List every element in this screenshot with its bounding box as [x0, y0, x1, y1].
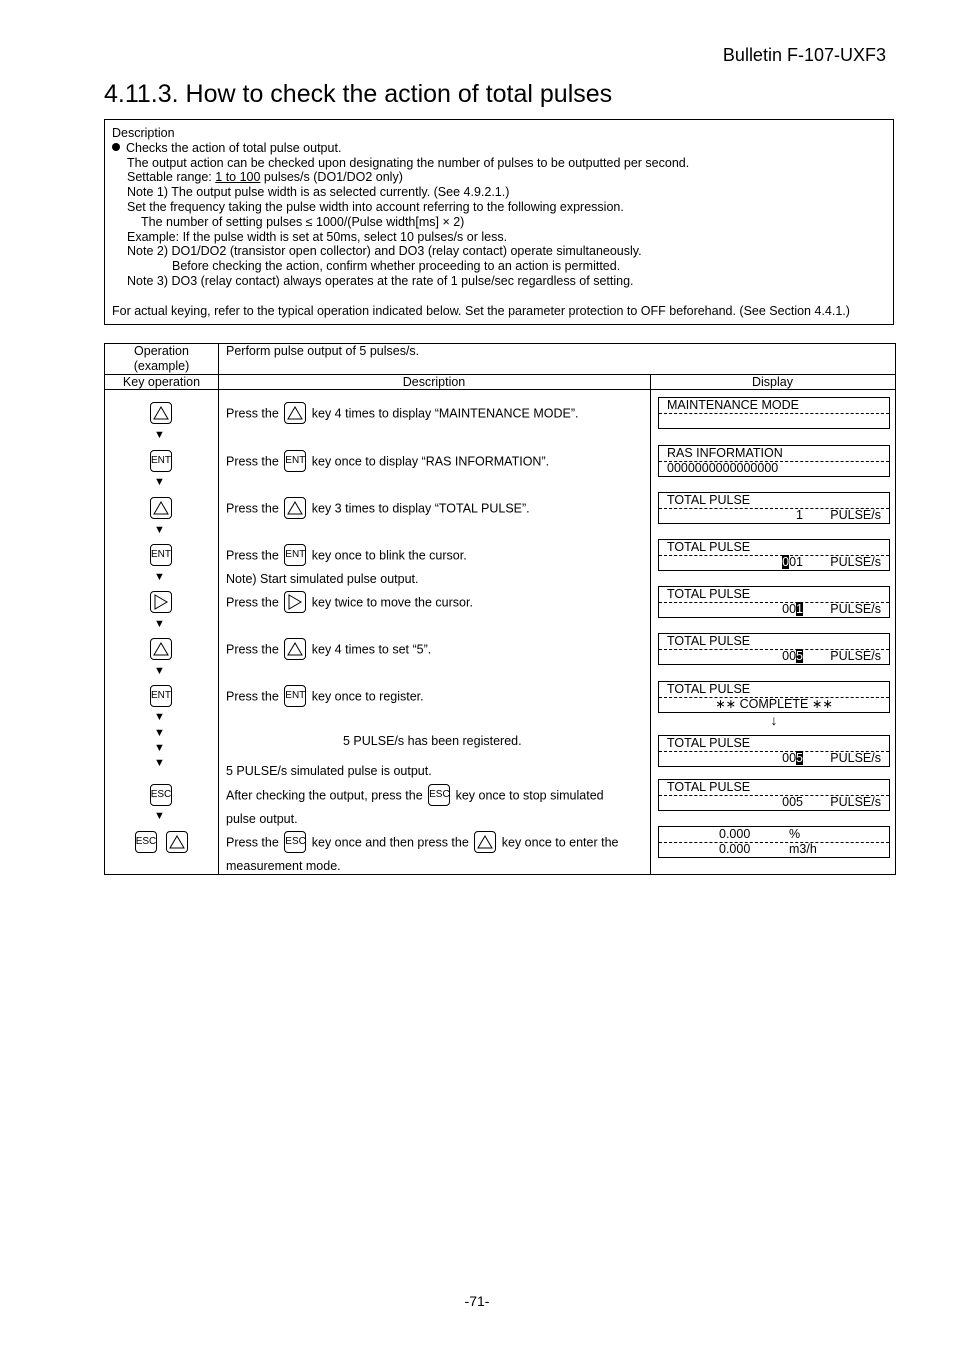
- flow-arrow: ▼: [154, 757, 165, 769]
- settable-range: Settable range: 1 to 100 pulses/s (DO1/DO2 only): [127, 170, 403, 185]
- display-maintenance-mode: MAINTENANCE MODE: [658, 397, 890, 429]
- ent-key-inline: ENT: [284, 544, 306, 566]
- esc-key-inline: ESC: [284, 831, 306, 853]
- flow-arrow: ▼: [154, 571, 165, 583]
- bullet-icon: [112, 143, 120, 151]
- up-key-inline: [284, 638, 306, 660]
- operation-label: Operation (example): [133, 344, 190, 373]
- up-triangle-icon: [153, 501, 169, 515]
- bulletin-number: Bulletin F-107-UXF3: [722, 45, 886, 65]
- ent-key[interactable]: ENT: [150, 450, 172, 472]
- right-key-inline: [284, 591, 306, 613]
- registered-text: 5 PULSE/s has been registered.: [343, 734, 522, 748]
- display-total-pulse-registered: TOTAL PULSE 005 PULSE/s: [658, 735, 890, 767]
- note-2: Note 2) DO1/DO2 (transistor open collector) and DO3 (relay contact) operate simultaneously.: [127, 244, 642, 259]
- step-10-cont: measurement mode.: [226, 859, 341, 873]
- step-4-note: Note) Start simulated pulse output.: [226, 572, 419, 586]
- right-key[interactable]: [150, 591, 172, 613]
- step-10-text: Press the ESC key once and then press the key once to enter the: [226, 832, 619, 854]
- display-ras-information: RAS INFORMATION 0000000000000000: [658, 445, 890, 477]
- display-measurement-mode: 0.000 % 0.000 m3/h: [658, 826, 890, 858]
- display-total-pulse-cursor: TOTAL PULSE 001 PULSE/s: [658, 539, 890, 571]
- flow-arrow: ▼: [154, 727, 165, 739]
- keying-note: For actual keying, refer to the typical operation indicated below. Set the parameter protection to OFF beforehand. (See Section 4.4.1.): [112, 303, 850, 318]
- operation-example: Perform pulse output of 5 pulses/s.: [226, 344, 420, 358]
- ent-key-inline: ENT: [284, 450, 306, 472]
- operation-table: [104, 343, 896, 875]
- up-key[interactable]: [150, 497, 172, 519]
- up-key-inline: [284, 402, 306, 424]
- description-heading: Description: [112, 126, 175, 140]
- flow-arrow: ▼: [154, 665, 165, 677]
- up-triangle-icon: [169, 835, 185, 849]
- ent-key[interactable]: ENT: [150, 685, 172, 707]
- step-4-text: Press the ENT key once to blink the cursor.: [226, 545, 467, 567]
- flow-arrow: ▼: [154, 476, 165, 488]
- cursor: 5: [796, 751, 803, 765]
- up-triangle-icon: [153, 406, 169, 420]
- esc-key-inline: ESC: [428, 784, 450, 806]
- description-line: Set the frequency taking the pulse width into account referring to the following expression.: [127, 199, 624, 214]
- step-6-text: Press the key 4 times to set “5”.: [226, 639, 431, 661]
- up-key[interactable]: [166, 831, 188, 853]
- col-header-display: Display: [752, 375, 793, 389]
- step-2-text: Press the ENT key once to display “RAS INFORMATION”.: [226, 451, 549, 473]
- esc-key[interactable]: ESC: [135, 831, 157, 853]
- up-triangle-icon: [153, 642, 169, 656]
- display-total-pulse: TOTAL PULSE 1 PULSE/s: [658, 492, 890, 524]
- flow-arrow: ▼: [154, 429, 165, 441]
- pulse-expression: The number of setting pulses ≤ 1000/(Pulse width[ms] × 2): [141, 214, 465, 229]
- ent-key-inline: ENT: [284, 685, 306, 707]
- flow-arrow: ▼: [154, 742, 165, 754]
- flow-arrow: ▼: [154, 711, 165, 723]
- note-1: Note 1) The output pulse width is as selected currently. (See 4.9.2.1.): [127, 185, 510, 200]
- step-9-text: After checking the output, press the ESC key once to stop simulated: [226, 785, 604, 807]
- down-arrow: ↓: [770, 712, 778, 728]
- flow-arrow: ▼: [154, 810, 165, 822]
- flow-arrow: ▼: [154, 524, 165, 536]
- display-total-pulse-cursor-moved: TOTAL PULSE 001 PULSE/s: [658, 586, 890, 618]
- page-title: 4.11.3. How to check the action of total pulses: [104, 80, 613, 108]
- step-7-text: Press the ENT key once to register.: [226, 686, 424, 708]
- description-bullet: Checks the action of total pulse output.: [126, 140, 342, 155]
- col-header-description: Description: [402, 375, 466, 389]
- up-key-inline: [474, 831, 496, 853]
- right-triangle-icon: [154, 594, 168, 610]
- ent-key[interactable]: ENT: [150, 544, 172, 566]
- page-number: -71-: [464, 1293, 490, 1309]
- description-box: [104, 119, 894, 325]
- up-key-inline: [284, 497, 306, 519]
- cursor: 0: [782, 555, 790, 569]
- note-3: Note 3) DO3 (relay contact) always operates at the rate of 1 pulse/sec regardless of setting.: [127, 273, 634, 288]
- flow-arrow: ▼: [154, 618, 165, 630]
- note-2-cont: Before checking the action, confirm whether proceeding to an action is permitted.: [172, 259, 621, 274]
- esc-key[interactable]: ESC: [150, 784, 172, 806]
- step-5-text: Press the key twice to move the cursor.: [226, 592, 473, 614]
- output-text: 5 PULSE/s simulated pulse is output.: [226, 764, 432, 778]
- example-line: Example: If the pulse width is set at 50ms, select 10 pulses/s or less.: [127, 229, 508, 244]
- step-1-text: Press the key 4 times to display “MAINTENANCE MODE”.: [226, 403, 578, 425]
- up-key[interactable]: [150, 638, 172, 660]
- col-header-key: Key operation: [122, 375, 201, 389]
- up-key[interactable]: [150, 402, 172, 424]
- step-3-text: Press the key 3 times to display “TOTAL PULSE”.: [226, 498, 530, 520]
- display-total-pulse-set: TOTAL PULSE 005 PULSE/s: [658, 633, 890, 665]
- description-line: The output action can be checked upon designating the number of pulses to be outputted per second.: [127, 155, 690, 170]
- step-9-cont: pulse output.: [226, 812, 298, 826]
- cursor: 5: [796, 649, 803, 663]
- display-total-pulse-stopped: TOTAL PULSE 005 PULSE/s: [658, 779, 890, 811]
- cursor: 1: [796, 602, 803, 616]
- display-complete: TOTAL PULSE ∗∗ COMPLETE ∗∗: [658, 681, 890, 713]
